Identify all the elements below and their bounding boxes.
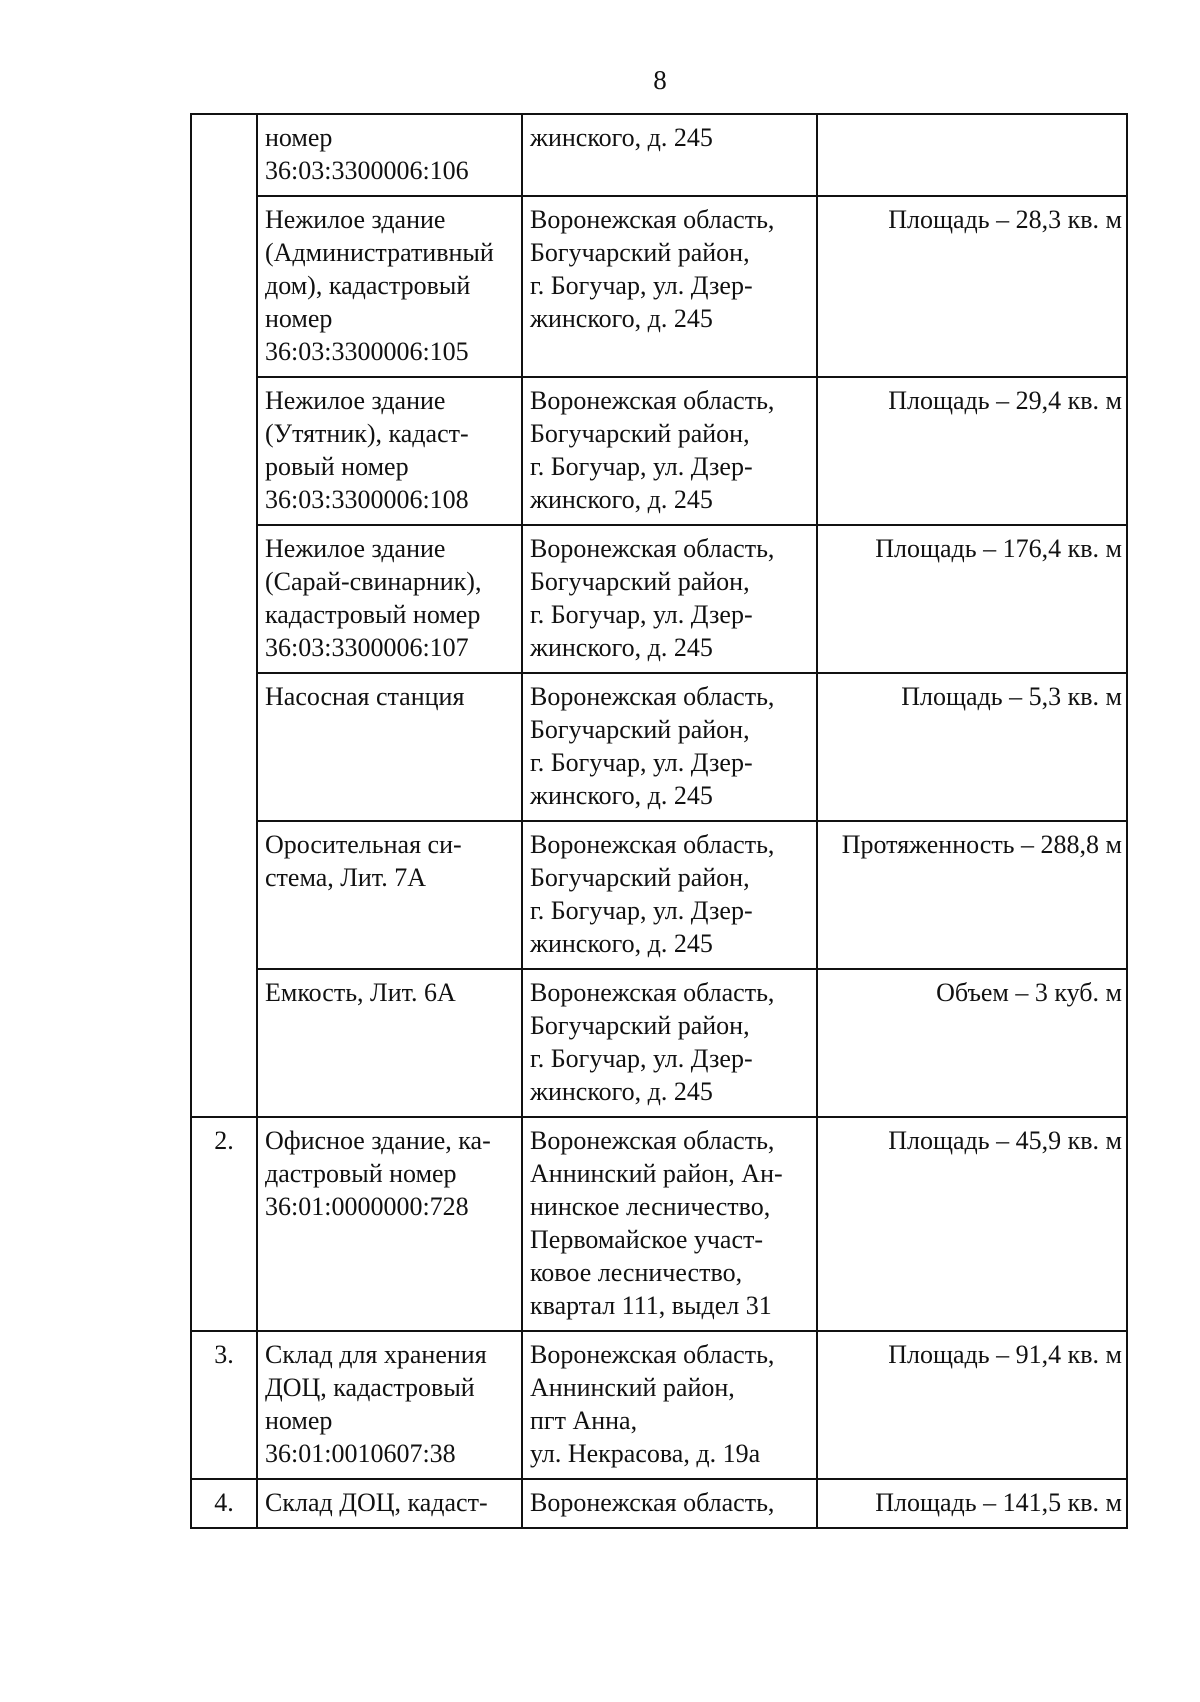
object-address-text: Воронежская область, Аннинский район, пгт Анна, ул. Некрасова, д. 19а — [530, 1340, 775, 1468]
object-name — [257, 969, 522, 1117]
object-name-text: Офисное здание, ка- дастровый номер 36:01:0000000:728 — [265, 1126, 491, 1221]
page-number: 8 — [653, 65, 667, 95]
object-address — [522, 673, 817, 821]
object-address-text: Воронежская область, Богучарский район, г. Богучар, ул. Дзер- жинского, д. 245 — [530, 534, 775, 662]
object-address — [522, 821, 817, 969]
object-address-text: Воронежская область, Богучарский район, г. Богучар, ул. Дзер- жинского, д. 245 — [530, 386, 775, 514]
property-table — [190, 113, 1128, 1529]
object-characteristic: Площадь – 141,5 кв. м — [817, 1479, 1127, 1528]
object-characteristic: Площадь – 176,4 кв. м — [817, 525, 1127, 673]
object-name — [257, 377, 522, 525]
table-row — [191, 673, 1127, 821]
object-name-text: Нежилое здание (Сарай-свинарник), кадастровый номер 36:03:3300006:107 — [265, 534, 482, 662]
object-name-text: Склад для хранения ДОЦ, кадастровый номер 36:01:0010607:38 — [265, 1340, 487, 1468]
table-row — [191, 821, 1127, 969]
table-row — [191, 525, 1127, 673]
object-name-text: Емкость, Лит. 6А — [265, 978, 456, 1007]
object-address-text: Воронежская область, Богучарский район, г. Богучар, ул. Дзер- жинского, д. 245 — [530, 978, 775, 1106]
object-address — [522, 1117, 817, 1331]
object-name-text: Нежилое здание (Утятник), кадаст- ровый номер 36:03:3300006:108 — [265, 386, 469, 514]
object-address — [522, 525, 817, 673]
object-name — [257, 1117, 522, 1331]
object-name — [257, 1479, 522, 1528]
object-address-text: Воронежская область, Богучарский район, г. Богучар, ул. Дзер- жинского, д. 245 — [530, 682, 775, 810]
object-address — [522, 114, 817, 196]
object-characteristic: Площадь – 5,3 кв. м — [817, 673, 1127, 821]
object-characteristic: Площадь – 91,4 кв. м — [817, 1331, 1127, 1479]
row-number — [191, 114, 257, 1117]
table-row — [191, 1479, 1127, 1528]
table-row — [191, 114, 1127, 196]
object-name — [257, 673, 522, 821]
object-address-text: жинского, д. 245 — [530, 123, 713, 152]
object-name — [257, 114, 522, 196]
object-name — [257, 1331, 522, 1479]
object-address-text: Воронежская область, — [530, 1488, 775, 1517]
table-row — [191, 969, 1127, 1117]
row-number: 4. — [191, 1479, 257, 1528]
table-row — [191, 1331, 1127, 1479]
object-address — [522, 196, 817, 377]
object-name-text: Склад ДОЦ, кадаст- — [265, 1488, 488, 1517]
row-number: 2. — [191, 1117, 257, 1331]
object-address-text: Воронежская область, Аннинский район, Ан- нинское лесничество, Первомайское участ- ковое лесничество, квартал 111, выдел 31 — [530, 1126, 783, 1320]
object-characteristic: Объем – 3 куб. м — [817, 969, 1127, 1117]
table-row — [191, 377, 1127, 525]
object-address — [522, 969, 817, 1117]
object-characteristic: Протяженность – 288,8 м — [817, 821, 1127, 969]
object-characteristic — [817, 114, 1127, 196]
object-name-text: номер 36:03:3300006:106 — [265, 123, 469, 185]
object-address — [522, 1331, 817, 1479]
object-name — [257, 525, 522, 673]
object-characteristic: Площадь – 45,9 кв. м — [817, 1117, 1127, 1331]
object-name — [257, 821, 522, 969]
object-name — [257, 196, 522, 377]
object-name-text: Насосная станция — [265, 682, 465, 711]
table-row — [191, 1117, 1127, 1331]
table-row — [191, 196, 1127, 377]
object-address — [522, 377, 817, 525]
object-characteristic: Площадь – 29,4 кв. м — [817, 377, 1127, 525]
object-characteristic: Площадь – 28,3 кв. м — [817, 196, 1127, 377]
object-address — [522, 1479, 817, 1528]
object-address-text: Воронежская область, Богучарский район, г. Богучар, ул. Дзер- жинского, д. 245 — [530, 205, 775, 333]
object-address-text: Воронежская область, Богучарский район, г. Богучар, ул. Дзер- жинского, д. 245 — [530, 830, 775, 958]
row-number: 3. — [191, 1331, 257, 1479]
object-name-text: Оросительная си- стема, Лит. 7А — [265, 830, 462, 892]
object-name-text: Нежилое здание (Административный дом), кадастровый номер 36:03:3300006:105 — [265, 205, 494, 366]
